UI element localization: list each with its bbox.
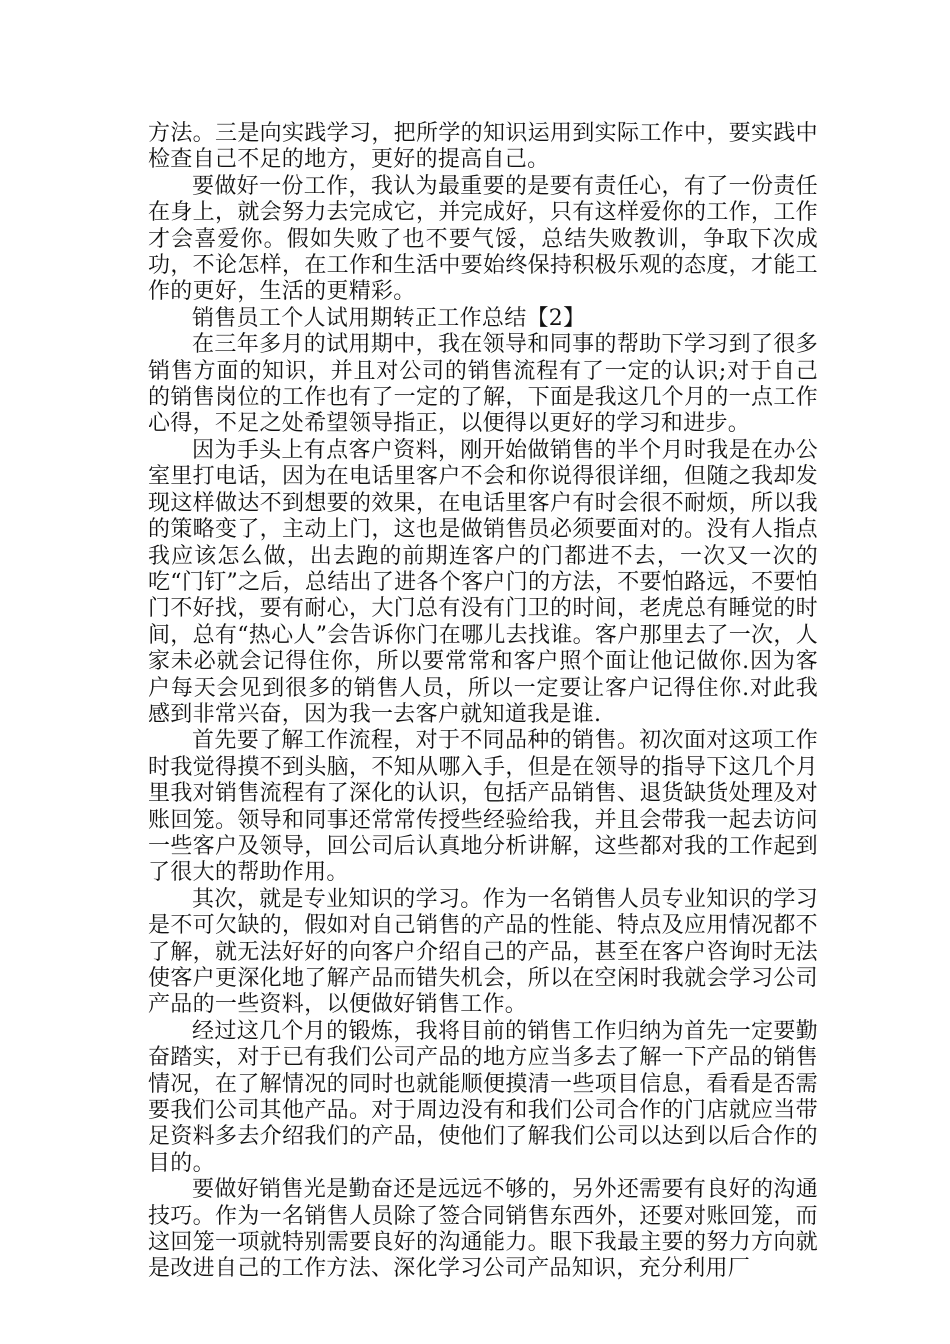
section-heading: 销售员工个人试用期转正工作总结【2】 xyxy=(192,305,586,331)
paragraph-1: 方法。三是向实践学习，把所学的知识运用到实际工作中，要实践中检查自己不足的地方，更好的提高自己。 xyxy=(148,121,818,173)
paragraph-6: 其次，就是专业知识的学习。作为一名销售人员专业知识的学习是不可欠缺的，假如对自己销售的产品的性能、特点及应用情况都不了解，就无法好好的向客户介绍自己的产品，甚至在客户咨询时无法使客户更深化地了解产品而错失机会，所以在空闲时我就会学习公司产品的一些资料，以便做好销售工作。 xyxy=(148,886,818,1018)
document-page xyxy=(148,121,818,1283)
paragraph-8: 要做好销售光是勤奋还是远远不够的，另外还需要有良好的沟通技巧。作为一名销售人员除了签合同销售东西外，还要对账回笼，而这回笼一项就特别需要良好的沟通能力。眼下我最主要的努力方向就是改进自己的工作方法、深化学习公司产品知识，充分利用厂 xyxy=(148,1177,818,1282)
paragraph-4: 因为手头上有点客户资料，刚开始做销售的半个月时我是在办公室里打电话，因为在电话里客户不会和你说得很详细，但随之我却发现这样做达不到想要的效果，在电话里客户有时会很不耐烦，所以我的策略变了，主动上门，这也是做销售员必须要面对的。没有人指点我应该怎么做，出去跑的前期连客户的门都进不去，一次又一次的吃“门钉”之后，总结出了进各个客户门的方法，不要怕路远，不要怕门不好找，要有耐心，大门总有没有门卫的时间，老虎总有睡觉的时间，总有“热心人”会告诉你门在哪儿去找谁。客户那里去了一次，人家未必就会记得住你，所以要常常和客户照个面让他记做你.因为客户每天会见到很多的销售人员，所以一定要让客户记得住你.对此我感到非常兴奋，因为我一去客户就知道我是谁. xyxy=(148,437,818,727)
paragraph-7: 经过这几个月的锻炼，我将目前的销售工作归纳为首先一定要勤奋踏实，对于已有我们公司产品的地方应当多去了解一下产品的销售情况，在了解情况的同时也就能顺便摸清一些项目信息，看看是否需要我们公司其他产品。对于周边没有和我们公司合作的门店就应当带足资料多去介绍我们的产品，使他们了解我们公司以达到以后合作的目的。 xyxy=(148,1018,818,1176)
paragraph-3: 在三年多月的试用期中，我在领导和同事的帮助下学习到了很多销售方面的知识，并且对公司的销售流程有了一定的认识;对于自己的销售岗位的工作也有了一定的了解，下面是我这几个月的一点工作心得，不足之处希望领导指正，以便得以更好的学习和进步。 xyxy=(148,332,818,437)
paragraph-2: 要做好一份工作，我认为最重要的是要有责任心，有了一份责任在身上，就会努力去完成它，并完成好，只有这样爱你的工作，工作才会喜爱你。假如失败了也不要气馁，总结失败教训，争取下次成功，不论怎样，在工作和生活中要始终保持积极乐观的态度，才能工作的更好，生活的更精彩。 xyxy=(148,173,818,305)
paragraph-5: 首先要了解工作流程，对于不同品种的销售。初次面对这项工作时我觉得摸不到头脑，不知从哪入手，但是在领导的指导下这几个月里我对销售流程有了深化的认识，包括产品销售、退货缺货处理及对账回笼。领导和同事还常常传授些经验给我，并且会带我一起去访问一些客户及领导，回公司后认真地分析讲解，这些都对我的工作起到了很大的帮助作用。 xyxy=(148,728,818,886)
